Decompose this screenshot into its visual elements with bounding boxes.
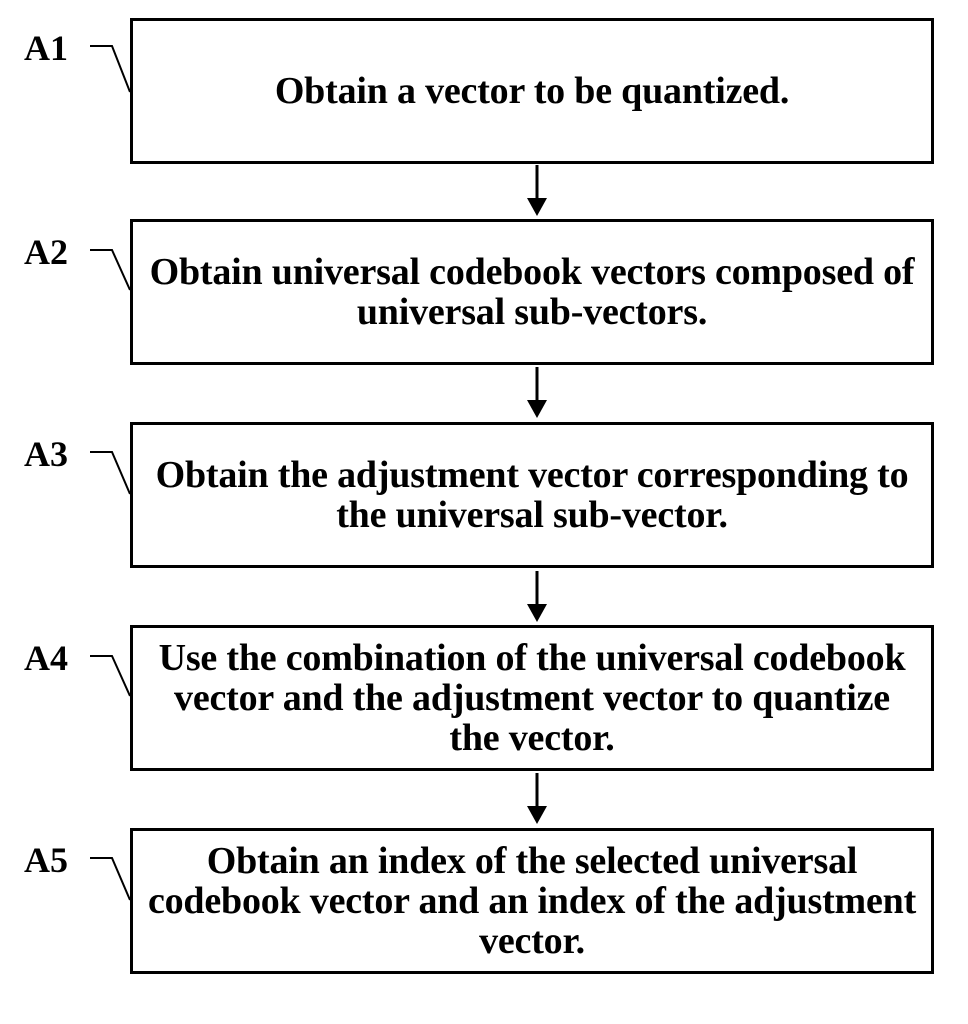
leader-line-a1 bbox=[90, 46, 130, 92]
step-label-a5: A5 bbox=[24, 840, 68, 880]
step-label-a4: A4 bbox=[24, 638, 68, 678]
step-text-a2: Obtain universal codebook vectors composed of universal sub-vectors. bbox=[149, 251, 915, 333]
step-box-a3 bbox=[130, 422, 934, 568]
step-box-a2 bbox=[130, 219, 934, 365]
arrow-a4-a5 bbox=[527, 773, 547, 824]
step-box-a1 bbox=[130, 18, 934, 164]
step-box-a5 bbox=[130, 828, 934, 974]
leader-line-a4 bbox=[90, 656, 130, 696]
arrow-a1-a2 bbox=[527, 165, 547, 216]
leader-line-a5 bbox=[90, 858, 130, 900]
step-text-a4: Use the combination of the universal codebook vector and the adjustment vector to quantize the vector. bbox=[158, 637, 906, 759]
arrow-a3-a4 bbox=[527, 571, 547, 622]
step-label-a2: A2 bbox=[24, 232, 68, 272]
step-text-a5: Obtain an index of the selected universal codebook vector and an index of the adjustment vector. bbox=[147, 840, 917, 962]
arrow-a2-a3 bbox=[527, 367, 547, 418]
step-text-a1: Obtain a vector to be quantized. bbox=[274, 70, 790, 112]
leader-line-a2 bbox=[90, 250, 130, 290]
step-label-a1: A1 bbox=[24, 28, 68, 68]
step-text-a3: Obtain the adjustment vector corresponding to the universal sub-vector. bbox=[155, 454, 909, 536]
leader-line-a3 bbox=[90, 452, 130, 494]
step-label-a3: A3 bbox=[24, 434, 68, 474]
step-box-a4 bbox=[130, 625, 934, 771]
